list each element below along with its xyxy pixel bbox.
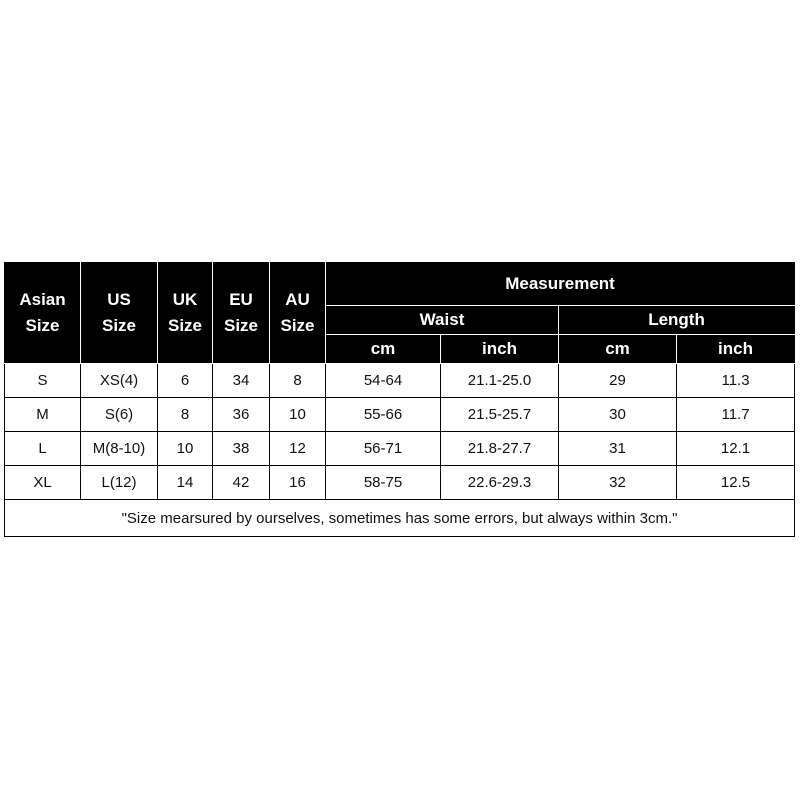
length-cm-cell: 31: [559, 432, 677, 466]
au-size-header-line-1: AU: [285, 290, 310, 309]
asian-size-cell: M: [5, 398, 81, 432]
us-size-header-line-1: US: [107, 290, 131, 309]
asian-size-cell: XL: [5, 466, 81, 500]
waist-cm-cell: 55-66: [326, 398, 441, 432]
eu-size-header: [213, 263, 270, 364]
size-chart-table: [4, 262, 795, 537]
waist-inch-cell: 22.6-29.3: [441, 466, 559, 500]
length-cm-header: cm: [559, 335, 677, 364]
measurement-header: Measurement: [326, 263, 795, 306]
uk-size-header: [158, 263, 213, 364]
table-row: [5, 398, 795, 432]
au-size-cell: 8: [270, 364, 326, 398]
us-size-cell: M(8-10): [81, 432, 158, 466]
waist-cm-cell: 58-75: [326, 466, 441, 500]
eu-size-cell: 36: [213, 398, 270, 432]
asian-size-header-line-1: Asian: [19, 290, 66, 309]
waist-inch-header: inch: [441, 335, 559, 364]
waist-inch-cell: 21.1-25.0: [441, 364, 559, 398]
size-footnote: "Size mearsured by ourselves, sometimes has some errors, but always within 3cm.": [5, 500, 795, 537]
uk-size-cell: 10: [158, 432, 213, 466]
au-size-cell: 16: [270, 466, 326, 500]
length-inch-cell: 12.1: [677, 432, 795, 466]
length-inch-cell: 11.3: [677, 364, 795, 398]
waist-inch-cell: 21.5-25.7: [441, 398, 559, 432]
au-size-cell: 12: [270, 432, 326, 466]
uk-size-header-line-1: UK: [172, 290, 198, 309]
au-size-header-line-2: Size: [280, 316, 315, 335]
au-size-cell: 10: [270, 398, 326, 432]
waist-header: Waist: [326, 306, 559, 335]
length-cm-cell: 32: [559, 466, 677, 500]
length-inch-cell: 11.7: [677, 398, 795, 432]
table-footer: [5, 500, 795, 537]
uk-size-header-line-2: Size: [167, 316, 203, 335]
eu-size-cell: 38: [213, 432, 270, 466]
eu-size-header-line-2: Size: [223, 316, 259, 335]
eu-size-header-line-1: EU: [229, 290, 253, 309]
us-size-cell: L(12): [81, 466, 158, 500]
waist-cm-cell: 56-71: [326, 432, 441, 466]
table-row: [5, 364, 795, 398]
waist-inch-cell: 21.8-27.7: [441, 432, 559, 466]
us-size-cell: XS(4): [81, 364, 158, 398]
table-row: [5, 466, 795, 500]
uk-size-cell: 8: [158, 398, 213, 432]
us-size-header-line-2: Size: [101, 316, 137, 335]
table-header: [5, 263, 795, 364]
length-cm-cell: 30: [559, 398, 677, 432]
au-size-header: [270, 263, 326, 364]
length-cm-cell: 29: [559, 364, 677, 398]
length-inch-cell: 12.5: [677, 466, 795, 500]
asian-size-cell: S: [5, 364, 81, 398]
us-size-cell: S(6): [81, 398, 158, 432]
table-row: [5, 432, 795, 466]
uk-size-cell: 6: [158, 364, 213, 398]
length-inch-header: inch: [677, 335, 795, 364]
waist-cm-header: cm: [326, 335, 441, 364]
asian-size-header: [5, 263, 81, 364]
table-body: [5, 364, 795, 500]
eu-size-cell: 42: [213, 466, 270, 500]
asian-size-header-line-2: Size: [25, 316, 60, 335]
asian-size-cell: L: [5, 432, 81, 466]
us-size-header: [81, 263, 158, 364]
length-header: Length: [559, 306, 795, 335]
uk-size-cell: 14: [158, 466, 213, 500]
eu-size-cell: 34: [213, 364, 270, 398]
waist-cm-cell: 54-64: [326, 364, 441, 398]
